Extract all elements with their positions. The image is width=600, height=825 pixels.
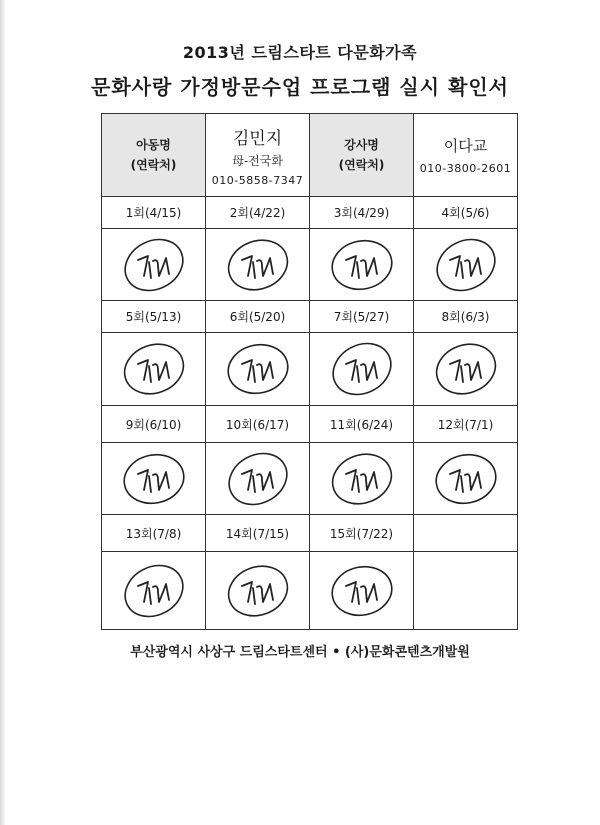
teacher-phone: 010-3800-2601 <box>419 162 512 175</box>
session-row <box>102 197 518 229</box>
signature-scribble <box>138 256 169 278</box>
info-row <box>102 114 518 197</box>
child-guardian: 母-전국화 <box>232 153 283 168</box>
signature-cell <box>206 443 310 515</box>
signature-oval <box>221 560 294 622</box>
signature-scribble <box>450 470 481 492</box>
signature-cell <box>102 443 206 515</box>
child-label-cell <box>102 114 206 197</box>
signature-scribble <box>242 470 273 492</box>
signature-image <box>218 560 298 622</box>
signature-cell <box>102 229 206 301</box>
session-row <box>102 406 518 443</box>
child-name: 김민지 <box>232 128 283 149</box>
signature-row <box>102 229 518 301</box>
signature-scribble <box>138 360 169 382</box>
signature-oval <box>220 448 296 510</box>
signature-image <box>322 448 402 510</box>
confirmation-table <box>101 113 518 630</box>
teacher-label-contact: (연락처) <box>338 158 385 172</box>
signature-scribble <box>242 256 273 278</box>
signature-scribble <box>450 256 481 278</box>
scan-edge-shadow <box>0 0 6 825</box>
signature-row <box>102 443 518 515</box>
signature-image <box>114 338 194 400</box>
signature-oval <box>327 561 396 620</box>
signature-cell <box>310 333 414 406</box>
signature-image <box>426 234 506 296</box>
session-date: 15회(7/22) <box>310 515 414 552</box>
session-row <box>102 301 518 333</box>
signature-cell <box>310 443 414 515</box>
signature-image <box>218 448 298 510</box>
signature-cell <box>206 333 310 406</box>
signature-oval <box>429 338 502 400</box>
session-date: 8회(6/3) <box>414 301 518 333</box>
session-date: 12회(7/1) <box>414 406 518 443</box>
signature-scribble <box>138 470 169 492</box>
signature-image <box>114 234 194 296</box>
session-row <box>102 515 518 552</box>
signature-oval <box>327 235 396 294</box>
signature-oval <box>428 234 504 296</box>
empty-cell <box>414 552 518 630</box>
signature-cell <box>310 552 414 630</box>
footer-organizations: 부산광역시 사상구 드림스타트센터 • (사)문화콘텐츠개발원 <box>130 645 470 660</box>
signature-cell <box>414 333 518 406</box>
signature-oval <box>117 338 190 400</box>
session-date: 11회(6/24) <box>310 406 414 443</box>
signature-oval <box>324 338 400 400</box>
session-date: 13회(7/8) <box>102 515 206 552</box>
signature-cell <box>102 333 206 406</box>
child-label: 아동명 <box>136 137 171 152</box>
session-date: 2회(4/22) <box>206 197 310 229</box>
signature-scribble <box>138 582 169 604</box>
teacher-label-cell <box>310 114 414 197</box>
session-date: 5회(5/13) <box>102 301 206 333</box>
child-label-contact: (연락처) <box>130 158 177 172</box>
signature-oval <box>223 339 292 398</box>
signature-scribble <box>242 582 273 604</box>
signature-image <box>218 234 298 296</box>
signature-cell <box>414 443 518 515</box>
child-phone: 010-5858-7347 <box>211 173 304 187</box>
teacher-name: 이다교 <box>443 137 488 155</box>
signature-image <box>114 448 194 510</box>
signature-oval <box>119 449 188 508</box>
signature-scribble <box>346 582 377 604</box>
session-date: 4회(5/6) <box>414 197 518 229</box>
signature-image <box>426 448 506 510</box>
signature-row <box>102 333 518 406</box>
session-date: 3회(4/29) <box>310 197 414 229</box>
signature-cell <box>102 552 206 630</box>
signature-image <box>114 560 194 622</box>
signature-row <box>102 552 518 630</box>
document-header <box>0 40 600 100</box>
signature-image <box>322 338 402 400</box>
session-date: 7회(5/27) <box>310 301 414 333</box>
signature-scribble <box>346 470 377 492</box>
signature-scribble <box>242 360 273 382</box>
org-line: 2013년 드림스타트 다문화가족 <box>182 43 418 62</box>
signature-image <box>426 338 506 400</box>
signature-cell <box>206 552 310 630</box>
signature-oval <box>116 560 192 622</box>
session-date: 6회(5/20) <box>206 301 310 333</box>
signature-scribble <box>450 360 481 382</box>
signature-oval <box>325 448 398 510</box>
signature-image <box>322 234 402 296</box>
session-date: 10회(6/17) <box>206 406 310 443</box>
signature-scribble <box>346 360 377 382</box>
child-info-cell <box>206 114 310 197</box>
document-title: 문화사랑 가정방문수업 프로그램 실시 확인서 <box>91 75 509 99</box>
signature-image <box>322 560 402 622</box>
session-date <box>414 515 518 552</box>
signature-cell <box>414 229 518 301</box>
teacher-label: 강사명 <box>344 137 379 152</box>
session-date: 14회(7/15) <box>206 515 310 552</box>
session-date: 9회(6/10) <box>102 406 206 443</box>
signature-cell <box>310 229 414 301</box>
signature-oval <box>116 234 192 296</box>
signature-scribble <box>346 256 377 278</box>
teacher-info-cell <box>414 114 518 197</box>
session-date: 1회(4/15) <box>102 197 206 229</box>
signature-oval <box>431 449 500 508</box>
signature-cell <box>206 229 310 301</box>
signature-oval <box>221 234 294 296</box>
signature-image <box>218 338 298 400</box>
